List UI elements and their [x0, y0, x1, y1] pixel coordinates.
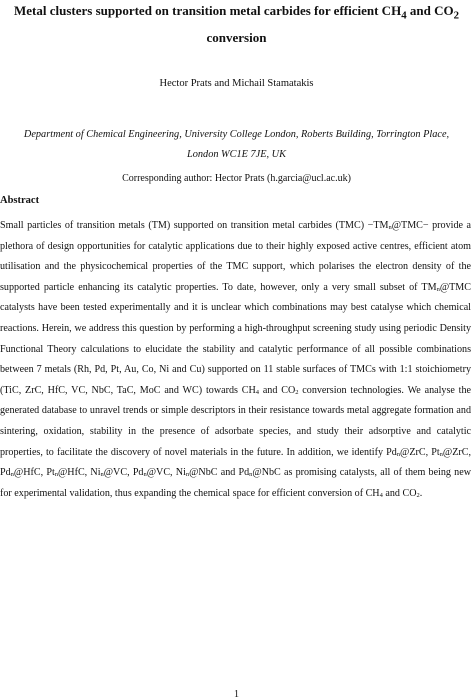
author-list: Hector Prats and Michail Stamatakis: [159, 78, 314, 89]
abstract-text: and CO: [382, 487, 417, 499]
abstract-text: and CO: [259, 384, 296, 396]
title-text: and CO: [406, 3, 454, 18]
abstract-subscript: n: [10, 471, 14, 479]
abstract-text: @ZrC, Pd: [0, 446, 472, 479]
abstract-text: @HfC, Pt: [13, 467, 55, 479]
abstract-subscript: n: [100, 471, 104, 479]
abstract-heading: Abstract: [0, 195, 40, 206]
abstract-subscript: n: [439, 450, 443, 458]
abstract-subscript: n: [396, 450, 401, 458]
abstract-subscript: 4: [379, 491, 383, 499]
abstract-subscript: n: [185, 471, 190, 479]
title-subscript: 4: [401, 9, 407, 22]
abstract-body: [0, 216, 471, 504]
abstract-text: @HfC, Ni: [58, 467, 101, 479]
abstract-subscript: 4: [255, 388, 260, 396]
abstract-subscript: 2: [295, 388, 299, 396]
abstract-text: Small particles of transition metals (TM) supported on transition metal carbides (TMC) −TM: [0, 220, 389, 231]
abstract-subscript: n: [436, 285, 440, 293]
abstract-text: conversion technologies. We analyse the generated database to unravel trends or simple descriptors in their resistance towards metal aggregate formation and sintering, oxidation, stability in the presence of adsorbate species, and study their adsorptive and catalytic properties, to facilitate the discovery of novel materials in the future. In addition, we identify Pd: [0, 384, 472, 458]
abstract-subscript: n: [249, 471, 253, 479]
corresponding-author: Corresponding author: Hector Prats (h.garcia@ucl.ac.uk): [122, 173, 351, 184]
abstract-text: @VC, Pd: [103, 467, 144, 479]
abstract-text: @ZrC, Pt: [400, 446, 440, 458]
paper-title: [10, 0, 463, 48]
abstract-text: @NbC and Pd: [189, 467, 250, 479]
abstract-text: .: [419, 487, 423, 499]
abstract-text: @TMC catalysts have been tested experimentally and it is unclear which combinations may best catalyse which chemical reactions. Herein, we address this question by performing a high-throughput screening study using periodic Density Functional Theory calculations to elucidate the stability and catalytic performance of all possible combinations between 7 metals (Rh, Pd, Pt, Au, Co, Ni and Cu) supported on 11 stable surfaces of TMCs with 1:1 stoichiometry (TiC, ZrC, HfC, VC, NbC, TaC, MoC and WC) towards CH: [0, 281, 471, 396]
title-subscript: 2: [453, 9, 459, 22]
abstract-subscript: n: [143, 471, 147, 479]
title-text: conversion: [206, 29, 267, 45]
abstract-subscript: n: [388, 224, 392, 231]
page-number: 1: [234, 689, 239, 700]
affiliation: Department of Chemical Engineering, University College London, Roberts Building, Torrington Place, London WC1E 7JE, UK: [23, 129, 450, 160]
abstract-text: @TMC− provide a plethora of design opportunities for catalytic applications due to their highly exposed active centres, efficient atom utilisation and the physicochemical properties of the TMC support, which polarises the electron density of the supported particle enhancing its catalytic properties. To date, however, only a very small subset of TM: [0, 220, 471, 293]
abstract-subscript: n: [54, 471, 58, 479]
abstract-text: @VC, Ni: [146, 467, 186, 479]
abstract-text: @NbC as promising catalysts, all of them being new for experimental validation, thus expanding the chemical space for efficient conversion of CH: [0, 467, 471, 499]
title-text: Metal clusters supported on transition metal carbides for efficient CH: [14, 3, 402, 18]
abstract-subscript: 2: [416, 491, 420, 499]
